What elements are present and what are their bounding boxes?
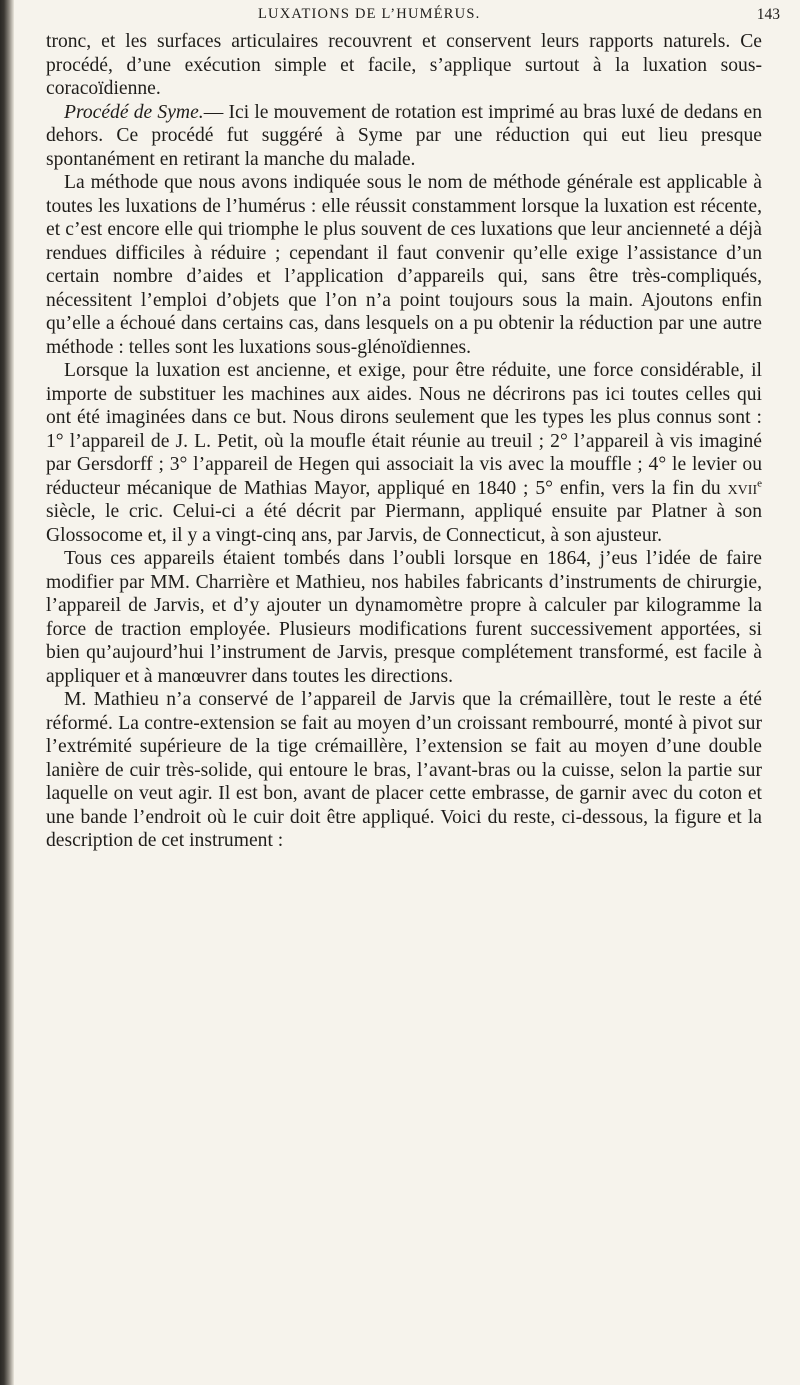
paragraph-jarvis-modification: Tous ces appareils étaient tombés dans l’oubli lorsque en 1864, j’eus l’idée de faire modifier par MM. Charrière et Mathieu, nos habiles fabricants d’instruments de chirurgie, l’appareil de Jarvis, et d’y ajouter un dynamomètre propre à calculer par kilogramme la force de traction employée. Plusieurs modifications furent successivement apportées, si bien qu’aujourd’hui l’instrument de Jarvis, presque complétement transformé, est facile à appliquer et à manœuvrer dans toutes les directions.: [46, 548, 762, 687]
procedure-text: — Ici le mouvement de rotation est imprimé au bras luxé de dedans en dehors. Ce procédé fut suggéré à Syme par une réduction qui eut lieu presque spontanément en retirant la manche du malade.: [46, 101, 762, 170]
paragraph-machines: [46, 359, 762, 547]
century-superscript: e: [757, 476, 762, 489]
book-page: [32, 0, 792, 1385]
paragraph-syme-procedure: [46, 101, 762, 172]
procedure-heading: Procédé de Syme.: [64, 101, 204, 123]
paragraph-general-method: La méthode que nous avons indiquée sous le nom de méthode générale est applicable à toutes les luxations de l’humérus : elle réussit constamment lorsque la luxation est récente, et c’est encore elle qui triomphe le plus souvent de ces luxations que leur ancienneté a déjà rendues difficiles à réduire ; cependant il faut convenir qu’elle exige l’assistance d’un certain nombre d’aides et l’application d’appareils qui, sans être très-compliqués, nécessitent l’emploi d’objets que l’on n’a point toujours sous la main. Ajoutons enfin qu’elle a échoué dans certains cas, dans lesquels on a pu obtenir la réduction par une autre méthode : telles sont les luxations sous-glénoïdiennes.: [46, 172, 762, 358]
machines-text-end: siècle, le cric. Celui-ci a été décrit par Piermann, appliqué ensuite par Platner à son Glossocome et, il y a vingt-cinq ans, par Jarvis, de Connecticut, à son ajusteur.: [46, 501, 762, 546]
page-number: 143: [756, 6, 780, 23]
body-text: [46, 30, 762, 853]
century-numeral: xvii: [727, 477, 758, 499]
paragraph-instrument-description: M. Mathieu n’a conservé de l’appareil de Jarvis que la crémaillère, tout le reste a été réformé. La contre-extension se fait au moyen d’un croissant rembourré, monté à pivot sur l’extrémité supérieure de la tige crémaillère, l’extension se fait au moyen d’une double lanière de cuir très-solide, qui entoure le bras, l’avant-bras ou la cuisse, selon la partie sur laquelle on veut agir. Il est bon, avant de placer cette embrasse, de garnir avec du coton et une bande l’endroit où le cuir doit être appliqué. Voici du reste, ci-dessous, la figure et la description de cet instrument :: [46, 689, 762, 851]
book-binding-edge: [0, 0, 14, 1385]
machines-text: Lorsque la luxation est ancienne, et exige, pour être réduite, une force considérable, il importe de substituer les machines aux aides. Nous ne décrirons pas ici toutes celles qui ont été imaginées dans ce but. Nous dirons seulement que les types les plus connus sont : 1° l’appareil de J. L. Petit, où la moufle était réunie au treuil ; 2° l’appareil à vis imaginé par Gersdorff ; 3° l’appareil de Hegen qui associait la vis avec la mouffle ; 4° le levier ou réducteur mécanique de Mathias Mayor, appliqué en 1840 ; 5° enfin, vers la fin du: [46, 360, 762, 499]
running-title: LUXATIONS DE L’HUMÉRUS.: [258, 6, 481, 22]
paragraph-continuation: tronc, et les surfaces articulaires recouvrent et conservent leurs rapports naturels. Ce procédé, d’une exécution simple et facile, s’applique surtout à la luxation sous-coracoïdienne.: [46, 31, 762, 99]
running-head: [50, 4, 780, 26]
